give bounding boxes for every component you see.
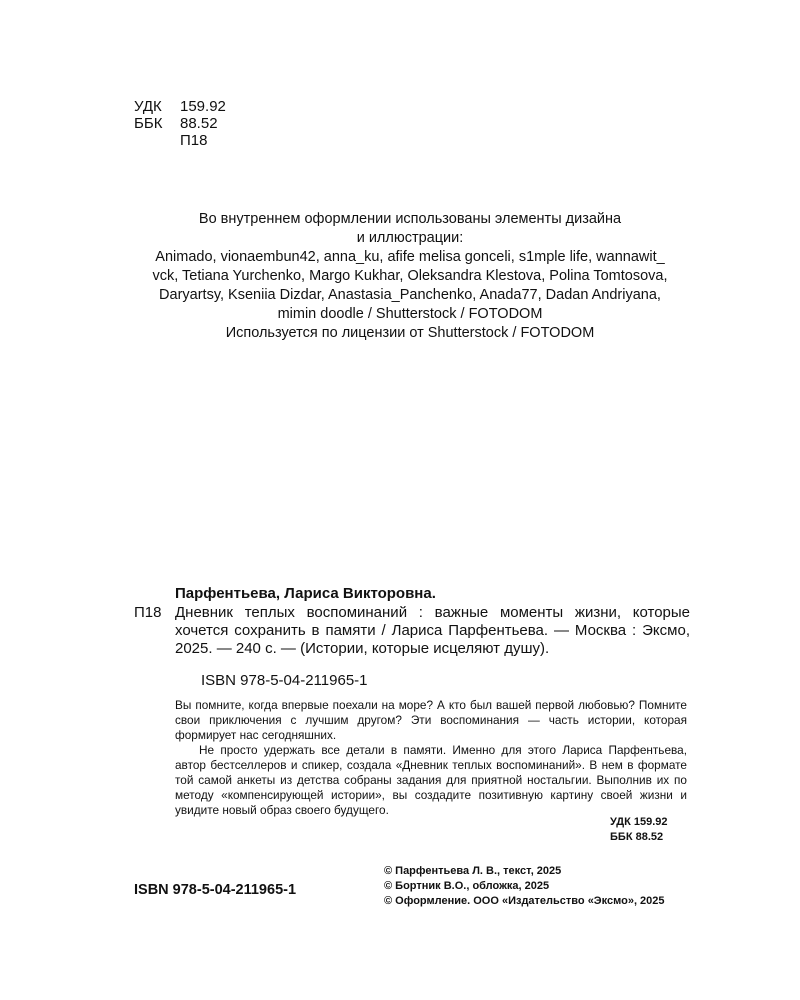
copyright-line: © Оформление. ООО «Издательство «Эксмо», 2025 [384,895,665,907]
credits-line: mimin doodle / Shutterstock / FOTODOM [277,306,543,322]
credits-line: Animado, vionaembun42, anna_ku, afife melisa gonceli, s1mple life, wannawit_ [155,249,665,265]
record-author: Парфентьева, Лариса Викторовна. [175,585,436,602]
credits-line: и иллюстрации: [356,230,464,246]
annotation-paragraph: Не просто удержать все детали в памяти. Именно для этого Лариса Парфентьева, автор бестселлеров и спикер, создала «Дневник теплых воспоминаний». В нем в формате той самой анкеты из детства собраны задания для приятной ностальгии. Выполнив их по методу «компенсирующей истории», вы создадите позитивную картину своей жизни и увидите новый образ своего будущего. [175,743,687,817]
footer-isbn: ISBN 978-5-04-211965-1 [134,882,297,898]
footer-udk: УДК 159.92 [610,816,668,828]
book-annotation [175,698,687,818]
copyright-notices [384,864,704,909]
record-code: П18 [134,604,162,621]
copyright-line: © Парфентьева Л. В., текст, 2025 [384,865,562,877]
record-isbn: ISBN 978-5-04-211965-1 [201,672,368,689]
udk-label: УДК [134,98,162,115]
copyright-line: © Бортник В.О., обложка, 2025 [384,880,550,892]
author-mark: П18 [180,132,208,149]
credits-line: Используется по лицензии от Shutterstock / FOTODOM [225,325,595,341]
bbk-row [134,115,226,132]
record-body [134,604,690,658]
bbk-value: 88.52 [180,115,218,132]
illustration-credits [110,210,710,343]
footer-classification-codes [610,815,690,845]
classification-codes [134,98,226,149]
credits-line: vck, Tetiana Yurchenko, Margo Kukhar, Oleksandra Klestova, Polina Tomtosova, [152,268,668,284]
udk-value: 159.92 [180,98,226,115]
bibliographic-record [134,585,690,690]
footer-bbk: ББК 88.52 [610,831,664,843]
credits-line: Во внутреннем оформлении использованы элементы дизайна [198,211,622,227]
udk-row [134,98,226,115]
record-description: Дневник теплых воспоминаний : важные моменты жизни, которые хочется сохранить в памяти / Лариса Парфентьева. — Москва : Эксмо, 2025. — 240 с. — (Истории, которые исцеляют душу). [175,604,690,657]
bbk-label: ББК [134,115,163,132]
annotation-paragraph: Вы помните, когда впервые поехали на море? А кто был вашей первой любовью? Помните свои приключения с лучшим другом? Эти воспоминания — часть истории, которая формирует нас сегодняшних. [175,698,687,742]
credits-line: Daryartsy, Kseniia Dizdar, Anastasia_Panchenko, Anada77, Dadan Andriyana, [159,287,661,303]
